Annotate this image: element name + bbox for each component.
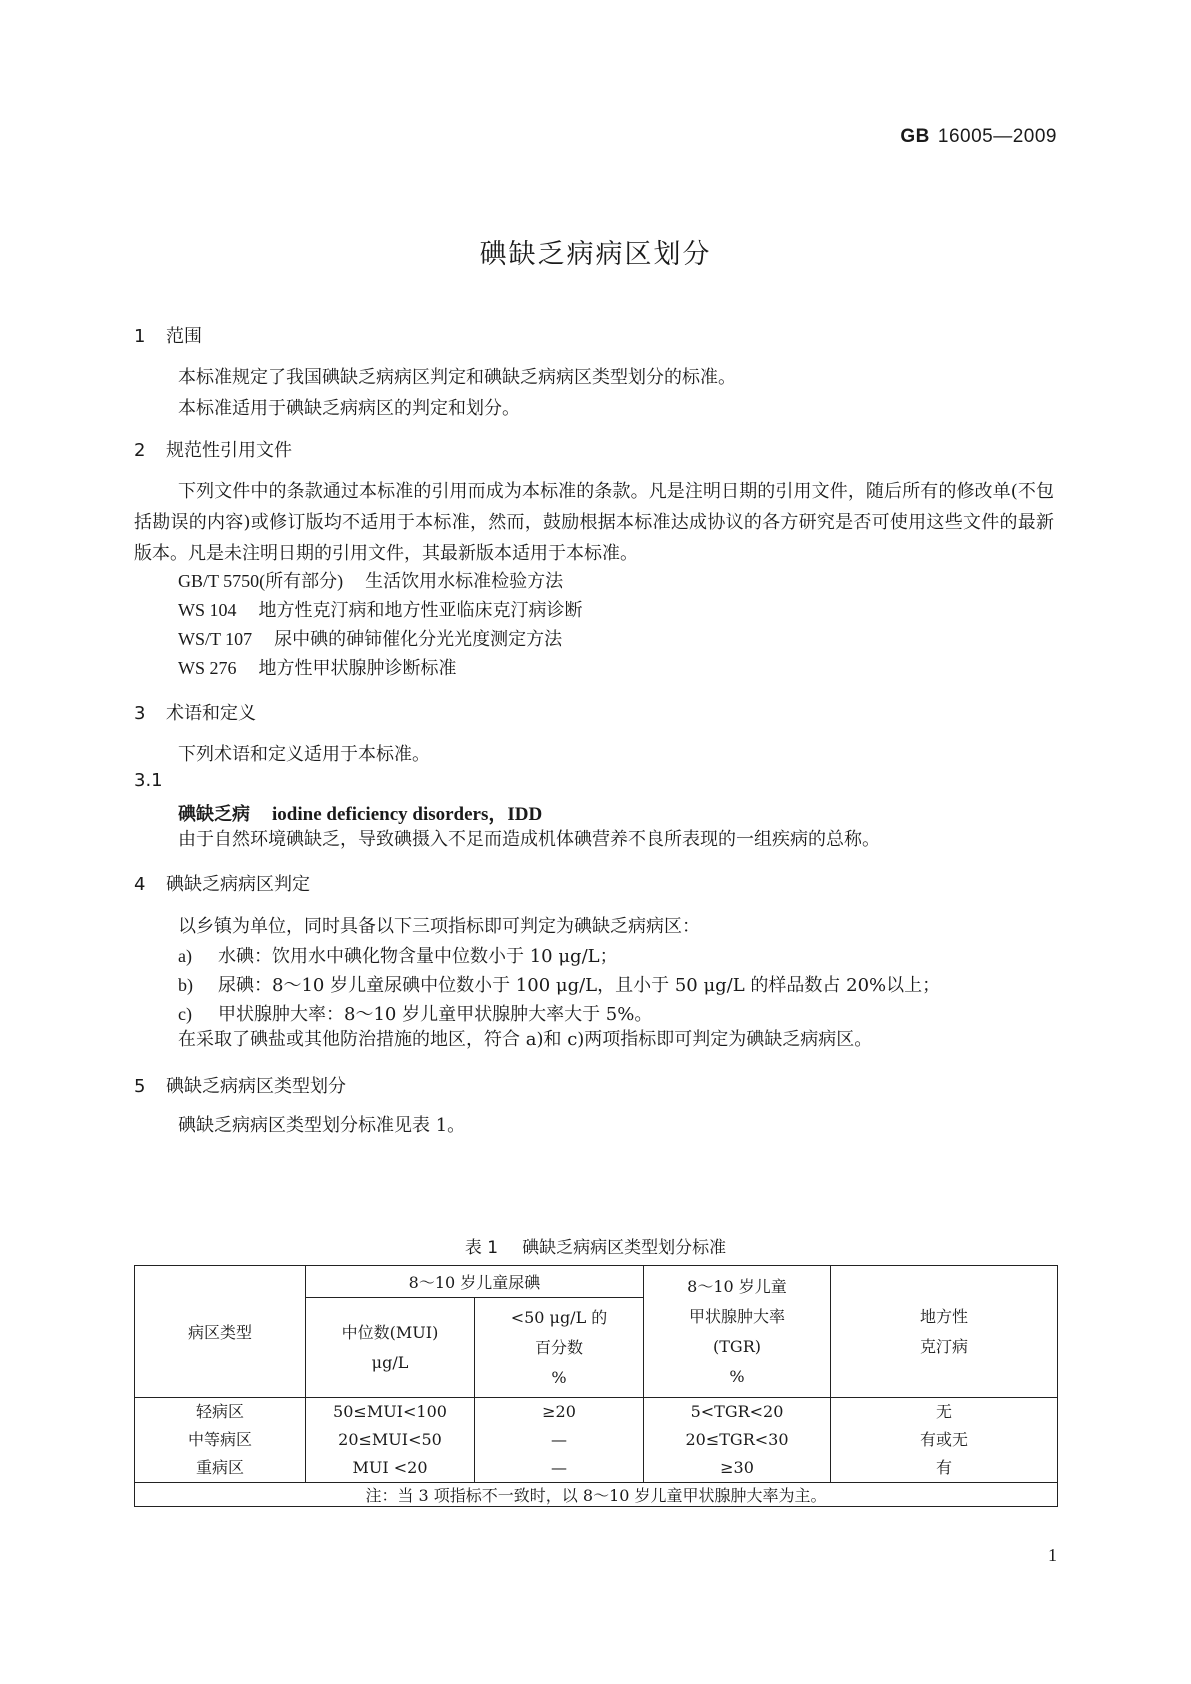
reference-title: 生活饮用水标准检验方法 [365, 571, 564, 592]
standard-code [900, 126, 1057, 148]
section-heading-2 [134, 436, 292, 462]
cell: ≥30 [720, 1458, 754, 1477]
reference-code: WS/T 107 [178, 629, 253, 649]
standard-prefix: GB [900, 126, 930, 147]
col-percent [475, 1398, 644, 1483]
cell: MUI <20 [352, 1458, 428, 1477]
col-cretinism [831, 1398, 1058, 1483]
cell: 中等病区 [187, 1430, 252, 1449]
paragraph: 本标准规定了我国碘缺乏病病区判定和碘缺乏病病区类型划分的标准。 [178, 367, 736, 388]
reference-title: 地方性甲状腺肿诊断标准 [258, 658, 457, 679]
header-percent: <50 μg/L 的 百分数 % [475, 1298, 644, 1398]
subsection-number: 3.1 [134, 770, 163, 791]
section-heading-4 [134, 870, 310, 896]
cell: 有 [935, 1458, 952, 1477]
header-tgr: 8～10 岁儿童 甲状腺肿大率 (TGR) % [644, 1266, 831, 1398]
cell: 无 [935, 1402, 952, 1421]
col-type [135, 1398, 306, 1483]
reference-code: WS 104 [178, 600, 237, 620]
reference-code: WS 276 [178, 658, 237, 678]
term-chinese: 碘缺乏病 [178, 804, 250, 825]
section-number: 4 [134, 874, 146, 895]
list-label: a) [178, 946, 192, 966]
paragraph: 下列文件中的条款通过本标准的引用而成为本标准的条款。凡是注明日期的引用文件，随后所有的修改单(不包括勘误的内容)或修订版均不适用于本标准，然而，鼓励根据本标准达成协议的各方研究是否可使用这些文件的最新版本。凡是未注明日期的引用文件，其最新版本适用于本标准。 [134, 481, 1054, 564]
section-heading-1 [134, 322, 202, 348]
col-tgr [644, 1398, 831, 1483]
cell: 20≤TGR<30 [685, 1430, 789, 1449]
section-number: 5 [134, 1076, 146, 1097]
cell: 5<TGR<20 [690, 1402, 784, 1421]
list-text: 水碘：饮用水中碘化物含量中位数小于 10 μg/L； [218, 946, 618, 967]
cell: — [551, 1458, 567, 1477]
cell: ≥20 [542, 1402, 576, 1421]
cell: 重病区 [195, 1458, 244, 1477]
paragraph: 碘缺乏病病区类型划分标准见表 1。 [178, 1115, 466, 1136]
term-english: iodine deficiency disorders，IDD [272, 804, 543, 825]
list-item [178, 1000, 652, 1026]
header-cretinism: 地方性 克汀病 [831, 1266, 1058, 1398]
section-title: 术语和定义 [166, 703, 256, 724]
reference-item [178, 567, 563, 593]
term-entry [178, 799, 542, 826]
section-title: 范围 [166, 326, 202, 347]
header-mui: 中位数(MUI) μg/L [306, 1298, 475, 1398]
list-text: 尿碘：8～10 岁儿童尿碘中位数小于 100 μg/L，且小于 50 μg/L 的样品数占 20%以上； [218, 975, 941, 996]
table-note: 注：当 3 项指标不一致时，以 8～10 岁儿童甲状腺肿大率为主。 [135, 1483, 1058, 1507]
paragraph: 在采取了碘盐或其他防治措施的地区，符合 a)和 c)两项指标即可判定为碘缺乏病病区。 [178, 1029, 873, 1050]
cell: 50≤MUI<100 [333, 1402, 447, 1421]
list-item [178, 971, 940, 997]
cell: 20≤MUI<50 [338, 1430, 442, 1449]
page-number: 1 [1048, 1545, 1057, 1565]
paragraph: 下列术语和定义适用于本标准。 [178, 744, 430, 765]
classification-table [134, 1265, 1058, 1507]
cell: — [551, 1430, 567, 1449]
header-type: 病区类型 [135, 1266, 306, 1398]
section-title: 碘缺乏病病区判定 [166, 874, 310, 895]
list-label: c) [178, 1004, 192, 1024]
list-label: b) [178, 975, 193, 995]
paragraph: 本标准适用于碘缺乏病病区的判定和划分。 [178, 398, 520, 419]
section-heading-5 [134, 1072, 346, 1098]
section-number: 1 [134, 326, 146, 347]
list-item [178, 942, 618, 968]
table-title: 碘缺乏病病区类型划分标准 [522, 1238, 727, 1258]
paragraph: 以乡镇为单位，同时具备以下三项指标即可判定为碘缺乏病病区： [178, 916, 700, 937]
header-urine-group: 8～10 岁儿童尿碘 [306, 1266, 644, 1298]
table-body [135, 1398, 1058, 1483]
col-mui [306, 1398, 475, 1483]
list-text: 甲状腺肿大率：8～10 岁儿童甲状腺肿大率大于 5%。 [218, 1004, 653, 1025]
section-number: 2 [134, 440, 146, 461]
reference-title: 尿中碘的砷铈催化分光光度测定方法 [274, 629, 563, 650]
section-heading-3 [134, 699, 256, 725]
standard-number: 16005—2009 [937, 126, 1057, 147]
table-caption [0, 1233, 1191, 1258]
reference-item [178, 625, 562, 651]
section-title: 规范性引用文件 [166, 440, 292, 461]
reference-title: 地方性克汀病和地方性亚临床克汀病诊断 [258, 600, 583, 621]
table-number: 表 1 [464, 1238, 499, 1258]
reference-item [178, 654, 457, 680]
cell: 轻病区 [195, 1402, 244, 1421]
document-title: 碘缺乏病病区划分 [479, 239, 712, 270]
term-definition: 由于自然环境碘缺乏，导致碘摄入不足而造成机体碘营养不良所表现的一组疾病的总称。 [178, 829, 880, 850]
section-number: 3 [134, 703, 146, 724]
section-title: 碘缺乏病病区类型划分 [166, 1076, 346, 1097]
reference-code: GB/T 5750(所有部分) [178, 571, 344, 591]
reference-item [178, 596, 583, 622]
cell: 有或无 [919, 1430, 968, 1449]
